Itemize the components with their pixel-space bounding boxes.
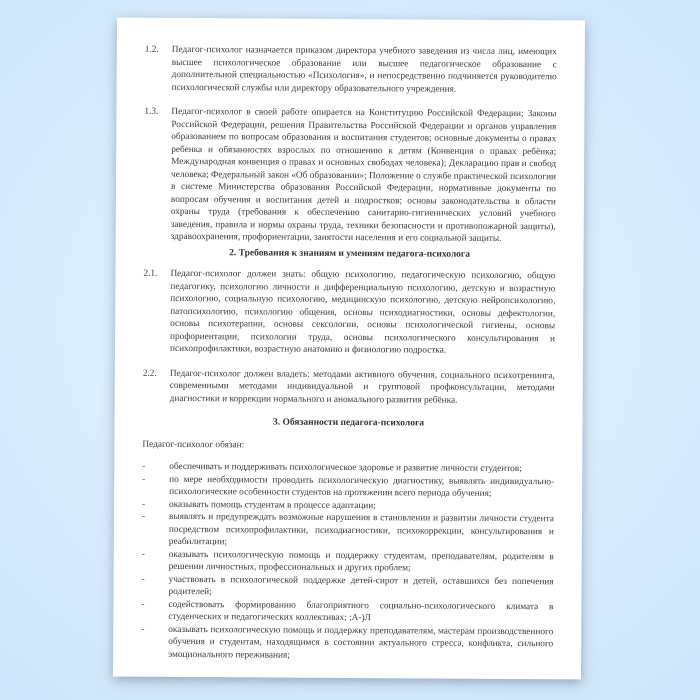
obligation-text: обеспечивать и поддерживать психологическое здоровье и развитие личности студентов; xyxy=(169,461,522,475)
paragraph-2-1 xyxy=(143,268,556,358)
list-dash: - xyxy=(141,599,145,610)
list-dash: - xyxy=(142,474,146,485)
obligation-text: содействовать формированию благоприятного социально-психологического климата в студенческих и педагогических коллективах; ;А-)Л xyxy=(168,599,554,624)
obligation-item xyxy=(141,573,553,601)
obligation-item xyxy=(142,548,554,576)
paragraph-number: 1.2. xyxy=(144,44,159,55)
obligations-intro: Педагог-психолог обязан: xyxy=(142,439,245,450)
paragraph-1-2 xyxy=(145,44,557,97)
paragraph-text: Педагог-психолог должен владеть: методами активного обучения, социального психотренинга, современными методами индивидуальной и групповой профконсультации, методами диагностики и коррекции нормального и аномального развития ребёнка. xyxy=(169,368,555,406)
list-dash: - xyxy=(141,624,145,635)
paragraph-1-3 xyxy=(144,106,557,246)
obligation-item xyxy=(142,511,554,551)
paragraph-number: 2.1. xyxy=(143,268,158,279)
obligation-item xyxy=(141,598,553,626)
obligation-text: оказывать психологическую помощь и поддержку преподавателям, мастерам производственного обучения и студентам, находящимся в состоянии актуального стресса, конфликта, сильного эмоционального переживания; xyxy=(168,624,554,661)
obligation-text: выявлять и предупреждать возможные нарушения в становлении и развитии личности студента посредством психопрофилактики, психодиагностики, психокоррекции, консультирования и реабилитации; xyxy=(168,511,554,548)
obligation-text: участвовать в психологической поддержке детей-сирот и детей, оставшихся без попечения родителей; xyxy=(168,574,554,598)
document-content xyxy=(141,44,557,664)
paragraph-text: Педагог-психолог в своей работе опирается на Конституцию Российской Федерации; Законы Российской Федерации, решения Правительства Российской Федерации и органов управления образованием по вопросам образования и воспитания студентов; основные документы о правах ребенка и обязанностях взрослых по отношению к детям (Конвенция о правах ребёнка; Международная конвенция о правах и основных свободах человека); Декларацию прав и свобод человека; Федеральный закон «Об образовании»; Положение о службе практической психологии в системе Министерства образования Российской Федерации, нормативные документы по вопросам обучения и воспитания детей и подростков; основы законодательства в области охраны труда (требования к обеспечению санитарно-гигиенических условий учебного заведения, правила и нормы охраны труда, техники безопасности и противопожарной защиты), здравоохранения, профориентации, занятости населения и его социальной защиты. xyxy=(170,106,557,244)
list-dash: - xyxy=(142,461,146,472)
list-dash: - xyxy=(141,574,145,585)
paragraph-number: 1.3. xyxy=(144,106,159,117)
list-dash: - xyxy=(141,549,145,560)
paragraph-text: Педагог-психолог должен знать: общую психологию, педагогическую психологию, общую педагогику, психологию личности и дифференциальную психологию, детскую и возрастную психологию, социальную психологию, медицинскую психологию, детскую нейропсихологию, патопсихологию, психологию общения, основы психодиагностики, основы дефектологии, основы психотерапии, основы сексологии, основы психологической гигиены, основы профориентации, психологии труда, основы психологического консультирования и психопрофилактики, возрастную анатомию и физиологию подростка. xyxy=(169,268,556,356)
obligation-text: оказывать психологическую помощь и поддержку студентам, преподавателям, родителям в решении личностных, профессиональных и других проблем; xyxy=(168,549,554,574)
document-page xyxy=(113,18,585,680)
obligation-text: оказывать помощь студентам в процессе адаптации; xyxy=(169,499,376,511)
paragraph-2-2 xyxy=(143,367,555,407)
obligation-item xyxy=(141,623,553,663)
section-2-heading: 2. Требования к знаниям и умениям педагога-психолога xyxy=(229,247,471,260)
paragraph-number: 2.2. xyxy=(142,368,157,379)
obligation-text: по мере необходимости проводить психологическую диагностику, выявлять индивидуально-психологические особенности студентов на протяжении всего периода обучения; xyxy=(169,474,555,499)
list-dash: - xyxy=(142,499,146,510)
paragraph-text: Педагог-психолог назначается приказом директора учебного заведения из числа лиц, имеющих высшее психологическое образование или высшее педагогическое образование с дополнительной специальностью «Психология», и непосредственно подчиняется руководителю психологической службы или директору образовательного учреждения. xyxy=(171,44,557,95)
obligation-item xyxy=(142,473,554,501)
section-3-heading: 3. Обязанности педагога-психолога xyxy=(272,417,425,429)
list-dash: - xyxy=(141,511,146,522)
